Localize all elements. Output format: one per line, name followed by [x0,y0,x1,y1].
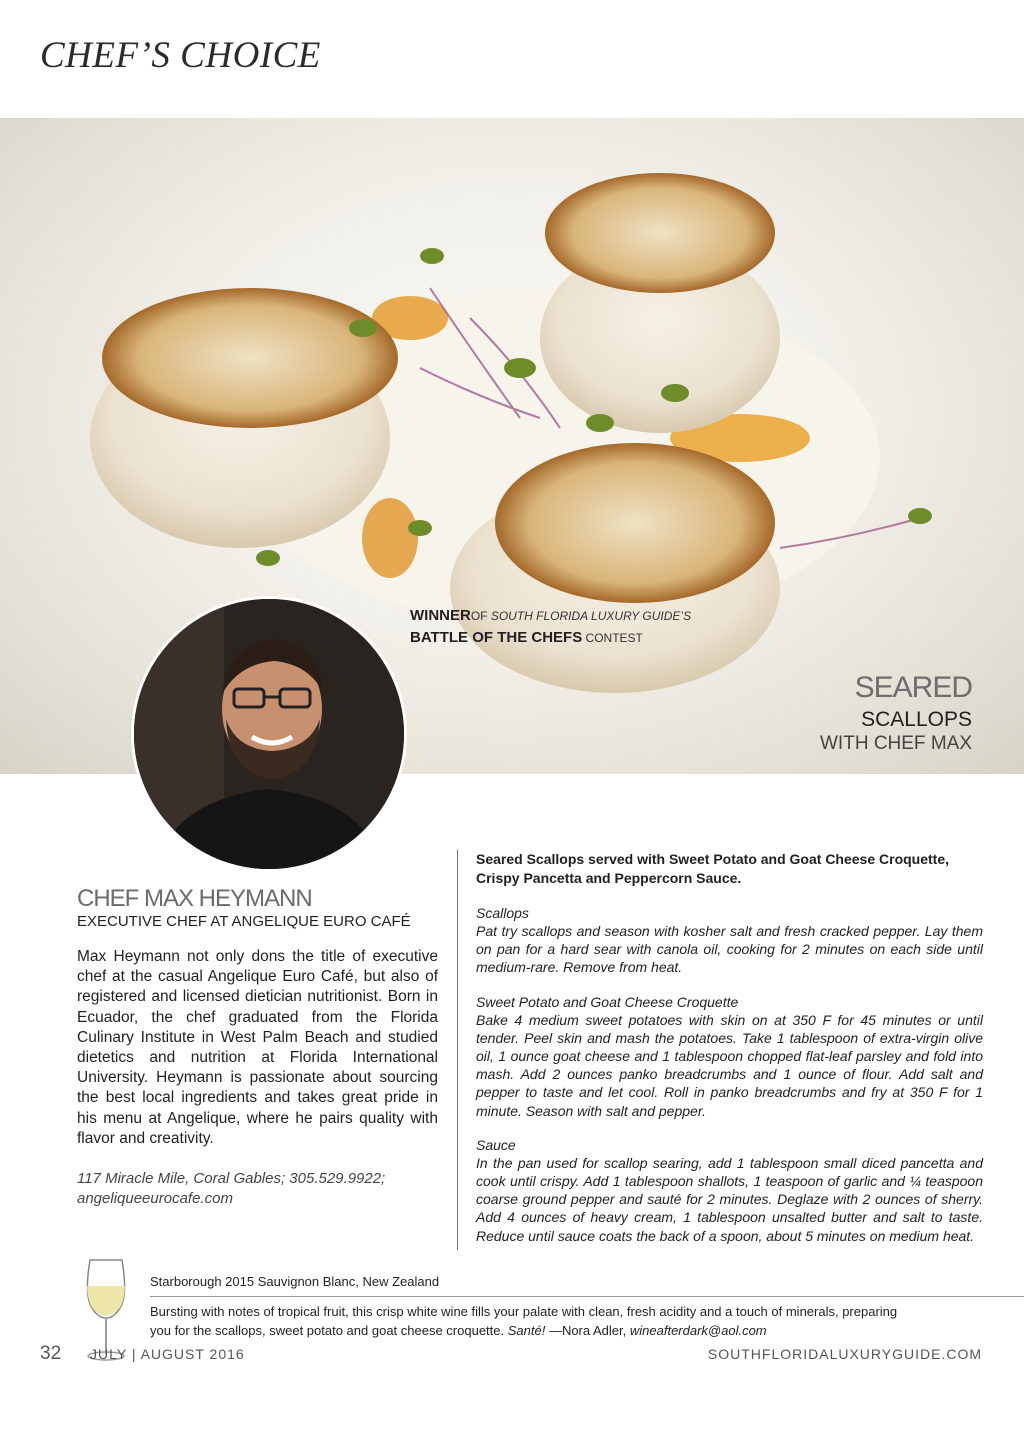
dish-title-line3: WITH CHEF MAX [820,733,972,754]
winner-contest-suffix: CONTEST [582,631,643,645]
chef-bio: Max Heymann not only dons the title of executive chef at the casual Angelique Euro Café, but also of registered and licensed dietician nutritionist. Born in Ecuador, the chef graduated from the Florida Culinary Institute in West Palm Beach and studied dietetics and nutrition at Florida International University. Heymann is passionate about sourcing the best local ingredients and takes great pride in his menu at Angelique, where he pairs quality with flavor and creativity. [77,948,438,1147]
recipe-section-text: Bake 4 medium sweet potatoes with skin on at 350 F for 45 minutes or until tender. Peel skin and mash the potatoes. Take 1 tablespoon of extra-virgin olive oil, 1 ounce goat cheese and 1 tablespoon chopped flat-leaf parsley and fold into mash. Add 2 ounces panko breadcrumbs and 1 ounce of flour. Add salt and pepper to taste and let cool. Roll in panko breadcrumbs and fry at 350 F for 1 minute. Season with salt and pepper. [476,1011,983,1119]
address-line: 117 Miracle Mile, Coral Gables; 305.529.9922; [77,1170,386,1187]
chef-portrait [131,596,407,872]
winner-publication: SOUTH FLORIDA LUXURY GUIDE’S [490,609,692,623]
dish-title [820,673,972,753]
wine-note-author: —Nora Adler, [545,1323,630,1338]
recipe [476,850,983,1261]
wine-note-email[interactable]: wineafterdark@aol.com [629,1323,767,1338]
wine-name: Starborough 2015 Sauvignon Blanc, New Zealand [150,1274,440,1289]
recipe-section-heading: Sweet Potato and Goat Cheese Croquette [476,993,739,1010]
site-url[interactable]: SOUTHFLORIDALUXURYGUIDE.COM [707,1346,982,1362]
wine-note-text: Bursting with notes of tropical fruit, this crisp white wine fills your palate with clean, fresh acidity and a touch of minerals, preparing you for the scallops, sweet potato and goat cheese croquette. [150,1304,898,1338]
winner-caption [410,605,691,649]
website-link[interactable]: angeliqueeurocafe.com [77,1190,233,1207]
wine-pairing-note [150,1302,910,1340]
issue-date: JULY | AUGUST 2016 [90,1346,245,1362]
winner-of: OF [470,609,491,623]
recipe-section-text: In the pan used for scallop searing, add 1 tablespoon small diced pancetta and cook until crispy. Add 1 tablespoon shallots, 1 teaspoon of garlic and ¼ teaspoon coarse ground pepper and sauté for 2 minutes. Deglaze with 2 ounces of sherry. Add 4 ounces of heavy cream, 1 tablespoon unsalted butter and salt to taste. Reduce until sauce coats the back of a spoon, about 5 minutes on medium heat. [476,1154,983,1244]
section-title: CHEF’S CHOICE [40,35,321,76]
dish-title-line1: SEARED [854,671,972,704]
column-divider [457,850,458,1250]
recipe-title: Seared Scallops served with Sweet Potato and Goat Cheese Croquette, Crispy Pancetta and Peppercorn Sauce. [476,851,950,886]
winner-label: WINNER [410,607,471,624]
wine-note-sante: Santé! [507,1323,546,1338]
dish-title-line2: SCALLOPS [861,708,972,731]
recipe-section-heading: Scallops [476,905,529,921]
chef-name: CHEF MAX HEYMANN [77,885,312,912]
wine-divider [150,1296,1024,1297]
winner-contest: BATTLE OF THE CHEFS [410,629,583,646]
page-number: 32 [40,1343,62,1364]
restaurant-address [77,1169,438,1209]
recipe-section-text: Pat try scallops and season with kosher salt and fresh cracked pepper. Lay them on pan for a hard sear with canola oil, cooking for 2 minutes on each side until medium-rare. Remove from heat. [476,923,983,976]
chef-portrait-illustration [134,599,404,869]
chef-role: EXECUTIVE CHEF AT ANGELIQUE EURO CAFÉ [77,913,411,930]
recipe-section-heading: Sauce [476,1136,516,1153]
